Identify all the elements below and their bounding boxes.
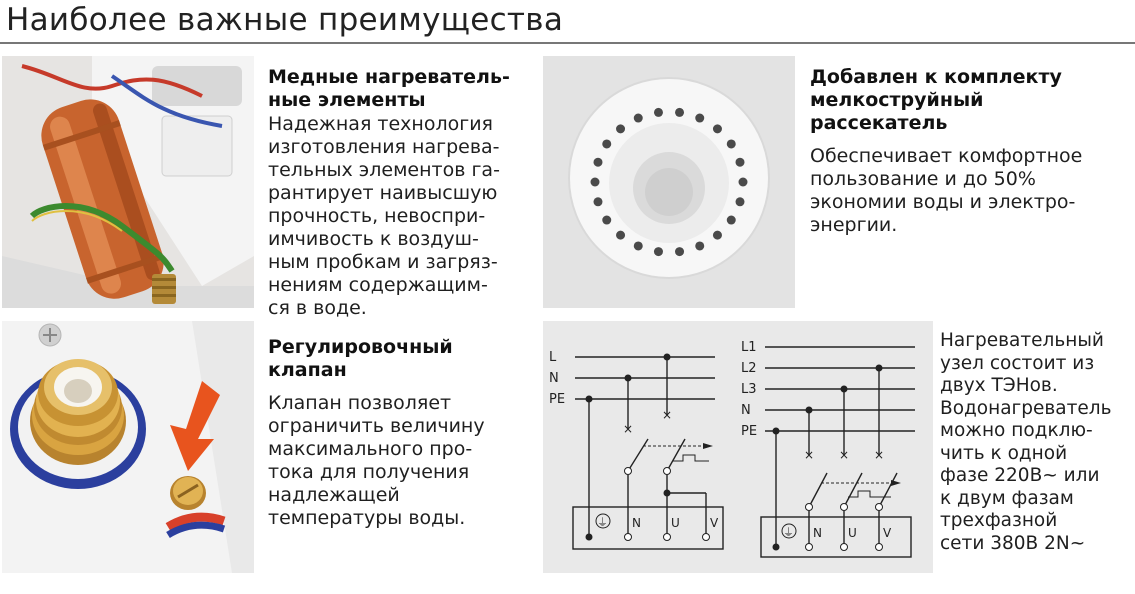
aerator-hole bbox=[654, 247, 663, 256]
aerator-hole bbox=[634, 241, 643, 250]
adjusting-valve-photo bbox=[2, 321, 254, 573]
feature-text-copper: Надежная технология изготовления нагрева- тельных элементов га- рантирует наивысшую прочность, невоспри- имчивость к воздуш- ным пробкам и загряз- нениям содержащим- ся в воде. bbox=[268, 113, 500, 319]
terminal-n-three: N bbox=[813, 526, 822, 540]
line-label-n3: N bbox=[741, 403, 751, 418]
feature-text-aerator: Обеспечивает комфортное пользование и до 50% экономии воды и электро- энергии. bbox=[810, 145, 1083, 236]
terminal-v-single: V bbox=[710, 516, 719, 530]
svg-text:×: × bbox=[804, 448, 815, 462]
terminal-n-single: N bbox=[632, 516, 641, 530]
feature-text-valve: Клапан позволяет ограничить величину максимального про- тока для получения надлежащей температуры воды. bbox=[268, 392, 485, 529]
svg-text:×: × bbox=[623, 422, 634, 436]
aerator-hole bbox=[602, 139, 611, 148]
terminal-u-single: U bbox=[671, 516, 680, 530]
ground-symbol-single: ⏚ bbox=[597, 516, 608, 529]
aerator-hole bbox=[695, 241, 704, 250]
line-label-l: L bbox=[549, 350, 557, 365]
terminal-u-three: U bbox=[848, 526, 857, 540]
aerator-hole bbox=[727, 216, 736, 225]
title-divider bbox=[0, 42, 1135, 44]
terminal-v-three: V bbox=[883, 526, 892, 540]
copper-heating-element-photo bbox=[2, 56, 254, 308]
svg-text:×: × bbox=[839, 448, 850, 462]
line-label-l2: L2 bbox=[741, 361, 757, 376]
aerator-hole bbox=[739, 178, 748, 187]
aerator-hole bbox=[675, 108, 684, 117]
three-phase-lines bbox=[741, 340, 915, 557]
aerator-hole bbox=[591, 178, 600, 187]
aerator-hole bbox=[695, 114, 704, 123]
feature-heading-copper: Медные нагреватель- ные элементы bbox=[268, 66, 510, 111]
line-label-l1: L1 bbox=[741, 340, 757, 355]
line-label-pe3: PE bbox=[741, 424, 758, 439]
aerator-hole bbox=[634, 114, 643, 123]
aerator-hole bbox=[616, 231, 625, 240]
aerator-hole bbox=[616, 124, 625, 133]
aerator-hole bbox=[602, 216, 611, 225]
svg-text:×: × bbox=[662, 408, 673, 422]
aerator-hole bbox=[713, 124, 722, 133]
shower-aerator-photo bbox=[543, 56, 795, 308]
aerator-hole bbox=[675, 247, 684, 256]
line-label-l3: L3 bbox=[741, 382, 757, 397]
aerator-hole bbox=[654, 108, 663, 117]
aerator-hole bbox=[713, 231, 722, 240]
line-label-pe: PE bbox=[549, 392, 566, 407]
page-title: Наиболее важные преимущества bbox=[6, 2, 564, 38]
ground-symbol-three: ⏚ bbox=[783, 526, 794, 539]
single-phase-lines bbox=[549, 350, 723, 549]
feature-heading-valve: Регулировочный клапан bbox=[268, 336, 453, 381]
wiring-diagram bbox=[543, 321, 933, 573]
aerator-hole bbox=[736, 197, 745, 206]
line-label-n: N bbox=[549, 371, 559, 386]
aerator-hole bbox=[593, 197, 602, 206]
feature-text-wiring: Нагревательный узел состоит из двух ТЭНов. Водонагреватель можно подклю- чить к одной фазе 220В~ или к двум фазам трехфазной сети 380В 2N~ bbox=[940, 330, 1112, 554]
aerator-hole bbox=[736, 158, 745, 167]
aerator-hole bbox=[593, 158, 602, 167]
aerator-hole bbox=[727, 139, 736, 148]
svg-text:×: × bbox=[874, 448, 885, 462]
feature-heading-aerator: Добавлен к комплекту мелкоструйный рассекатель bbox=[810, 66, 1062, 134]
